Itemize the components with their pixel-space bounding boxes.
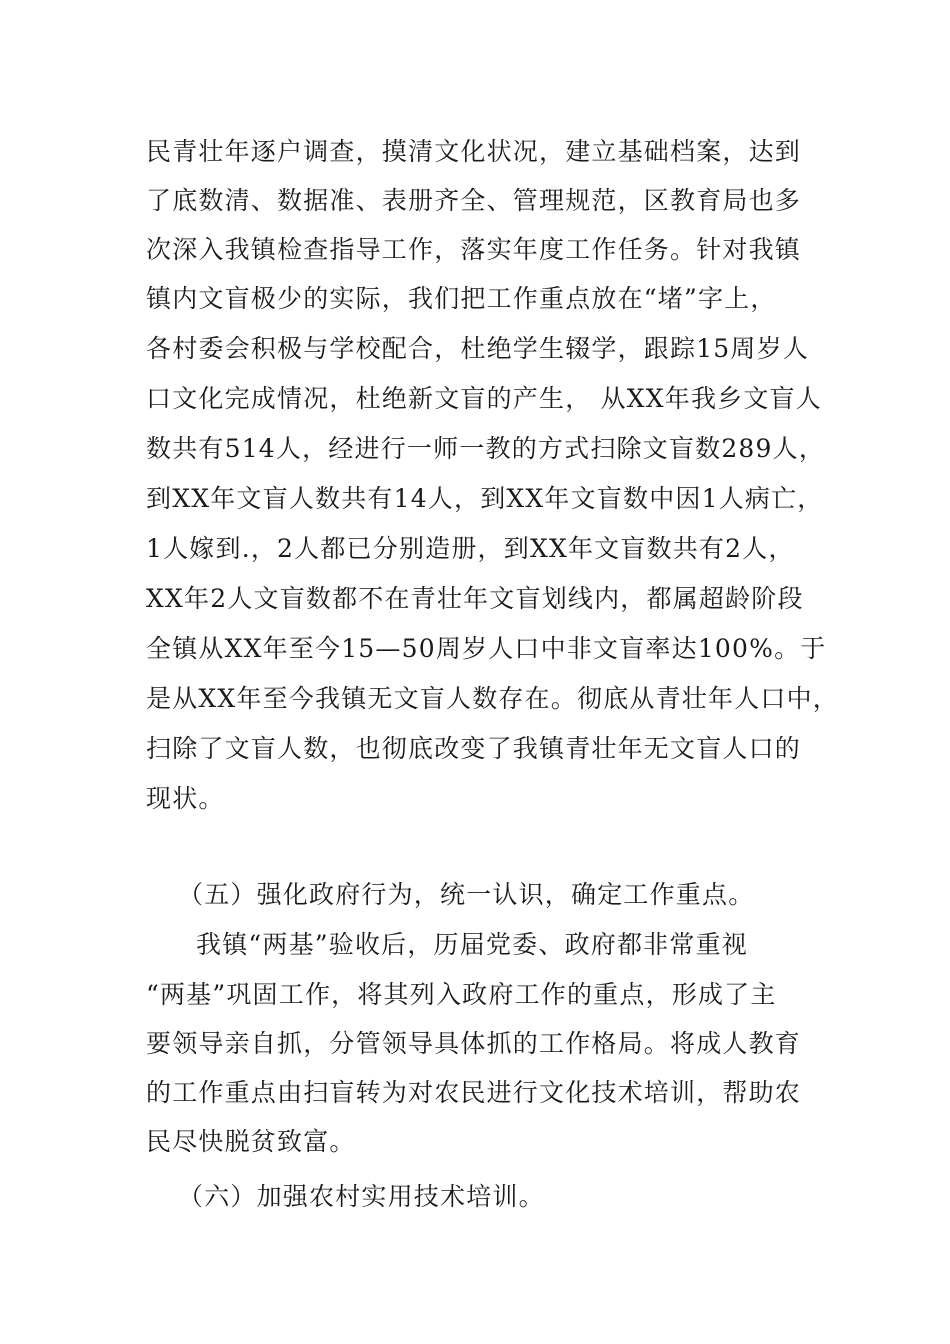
paragraph-line: 是从XX年至今我镇无文盲人数存在。彻底从青壮年人口中， — [146, 684, 839, 713]
paragraph-line: 全镇从XX年至今15—50周岁人口中非文盲率达100%。于 — [146, 634, 827, 663]
section-heading: （六）加强农村实用技术培训。 — [178, 1182, 545, 1211]
paragraph-line: 次深入我镇检查指导工作，落实年度工作任务。针对我镇 — [146, 235, 802, 264]
paragraph-line: 扫除了文盲人数，也彻底改变了我镇青壮年无文盲人口的 — [146, 734, 802, 763]
paragraph-line: 数共有514人，经进行一师一教的方式扫除文盲数289人， — [146, 434, 826, 463]
paragraph-line: 要领导亲自抓，分管领导具体抓的工作格局。将成人教育 — [146, 1029, 802, 1058]
paragraph-line: “两基”巩固工作，将其列入政府工作的重点，形成了主 — [146, 980, 777, 1009]
paragraph-line: 我镇“两基”验收后，历届党委、政府都非常重视 — [196, 930, 748, 959]
paragraph-line: 现状。 — [146, 784, 225, 813]
section-heading: （五）强化政府行为，统一认识，确定工作重点。 — [178, 880, 755, 909]
paragraph-line: 各村委会积极与学校配合，杜绝学生辍学，跟踪15周岁人 — [146, 334, 810, 363]
paragraph-line: 了底数清、数据准、表册齐全、管理规范，区教育局也多 — [146, 186, 802, 215]
paragraph-line: 民尽快脱贫致富。 — [146, 1127, 356, 1156]
paragraph-line: 到XX年文盲人数共有14人，到XX年文盲数中因1人病亡， — [146, 484, 824, 513]
paragraph-line: 的工作重点由扫盲转为对农民进行文化技术培训，帮助农 — [146, 1078, 802, 1107]
paragraph-line: XX年2人文盲数都不在青壮年文盲划线内，都属超龄阶段 — [146, 584, 804, 613]
paragraph-line: 镇内文盲极少的实际，我们把工作重点放在“堵”字上， — [146, 284, 777, 313]
paragraph-line: 1人嫁到.，2人都已分别造册，到XX年文盲数共有2人， — [146, 534, 795, 563]
paragraph-line: 民青壮年逐户调查，摸清文化状况，建立基础档案，达到 — [146, 137, 802, 166]
paragraph-line: 口文化完成情况，杜绝新文盲的产生， 从XX年我乡文盲人 — [146, 384, 822, 413]
